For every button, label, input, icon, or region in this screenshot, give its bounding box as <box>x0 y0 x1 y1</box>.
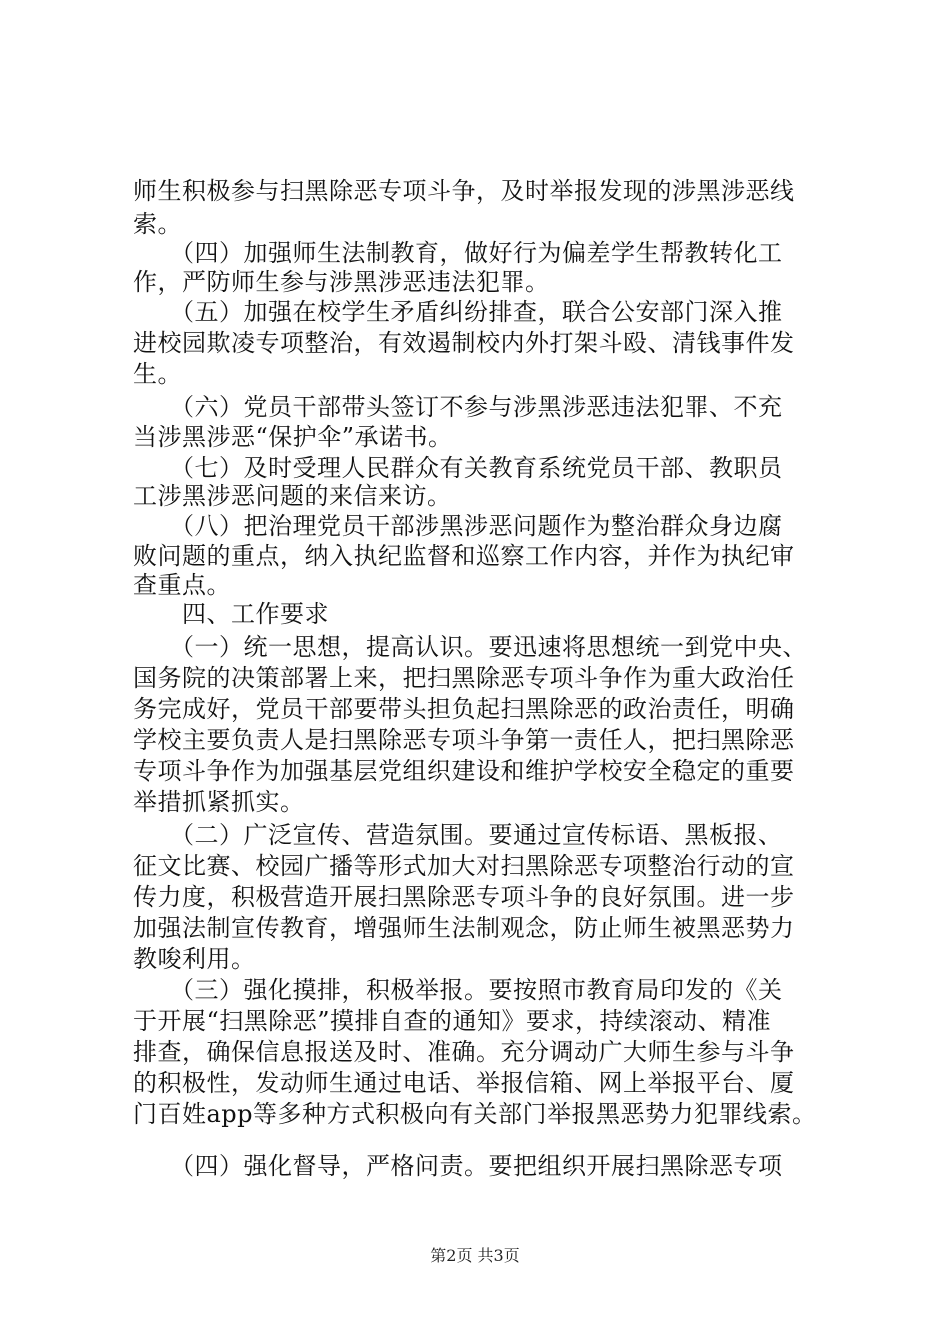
body-text-line: 查重点。 <box>133 571 231 599</box>
body-text-line: （五）加强在校学生矛盾纠纷排查，联合公安部门深入推 <box>133 298 783 326</box>
body-text-line: 专项斗争作为加强基层党组织建设和维护学校安全稳定的重要 <box>133 757 795 785</box>
body-text-line: （四）加强师生法制教育，做好行为偏差学生帮教转化工 <box>133 239 783 267</box>
body-text-line: 败问题的重点，纳入执纪监督和巡察工作内容，并作为执纪审 <box>133 542 795 570</box>
body-text-line: 举措抓紧抓实。 <box>133 788 305 816</box>
body-text-line: 于开展“扫黑除恶”摸排自查的通知》要求，持续滚动、精准 <box>133 1007 772 1035</box>
body-text-line: 学校主要负责人是扫黑除恶专项斗争第一责任人，把扫黑除恶 <box>133 726 795 754</box>
body-text-line: 传力度，积极营造开展扫黑除恶专项斗争的良好氛围。进一步 <box>133 883 795 911</box>
body-text-line: 生。 <box>133 360 182 388</box>
body-text-line: （二）广泛宣传、营造氛围。要通过宣传标语、黑板报、 <box>133 821 783 849</box>
body-text-line: 加强法制宣传教育，增强师生法制观念，防止师生被黑恶势力 <box>133 914 795 942</box>
body-text-line: 务完成好，党员干部要带头担负起扫黑除恶的政治责任，明确 <box>133 695 795 723</box>
body-text-line: 作，严防师生参与涉黑涉恶违法犯罪。 <box>133 268 550 296</box>
body-text-line: （一）统一思想，提高认识。要迅速将思想统一到党中央、 <box>133 633 807 661</box>
body-text-line: （四）强化督导，严格问责。要把组织开展扫黑除恶专项 <box>133 1152 783 1180</box>
body-text-line: （三）强化摸排，积极举报。要按照市教育局印发的《关 <box>133 976 783 1004</box>
body-text-line: 教唆利用。 <box>133 945 256 973</box>
body-text-line: 进校园欺凌专项整治，有效遏制校内外打架斗殴、清钱事件发 <box>133 329 795 357</box>
body-text-line: 工涉黑涉恶问题的来信来访。 <box>133 482 452 510</box>
body-text-line: （六）党员干部带头签订不参与涉黑涉恶违法犯罪、不充 <box>133 393 783 421</box>
body-text-line: （八）把治理党员干部涉黑涉恶问题作为整治群众身边腐 <box>133 512 783 540</box>
body-text-line: 排查，确保信息报送及时、准确。充分调动广大师生参与斗争 <box>133 1038 795 1066</box>
body-text-line: 门百姓app等多种方式积极向有关部门举报黑恶势力犯罪线索。 <box>133 1100 817 1128</box>
body-text-line: 征文比赛、校园广播等形式加大对扫黑除恶专项整治行动的宣 <box>133 852 795 880</box>
body-text-line: 索。 <box>133 210 182 238</box>
body-text-line: 的积极性，发动师生通过电话、举报信箱、网上举报平台、厦 <box>133 1069 795 1097</box>
body-text-line: 当涉黑涉恶“保护伞”承诺书。 <box>133 423 453 451</box>
section-heading: 四、工作要求 <box>133 600 329 628</box>
body-text-line: 国务院的决策部署上来，把扫黑除恶专项斗争作为重大政治任 <box>133 664 795 692</box>
body-text-line: 师生积极参与扫黑除恶专项斗争，及时举报发现的涉黑涉恶线 <box>133 177 795 205</box>
page-number-footer: 第2页 共3页 <box>430 1246 520 1265</box>
body-text-line: （七）及时受理人民群众有关教育系统党员干部、教职员 <box>133 454 783 482</box>
